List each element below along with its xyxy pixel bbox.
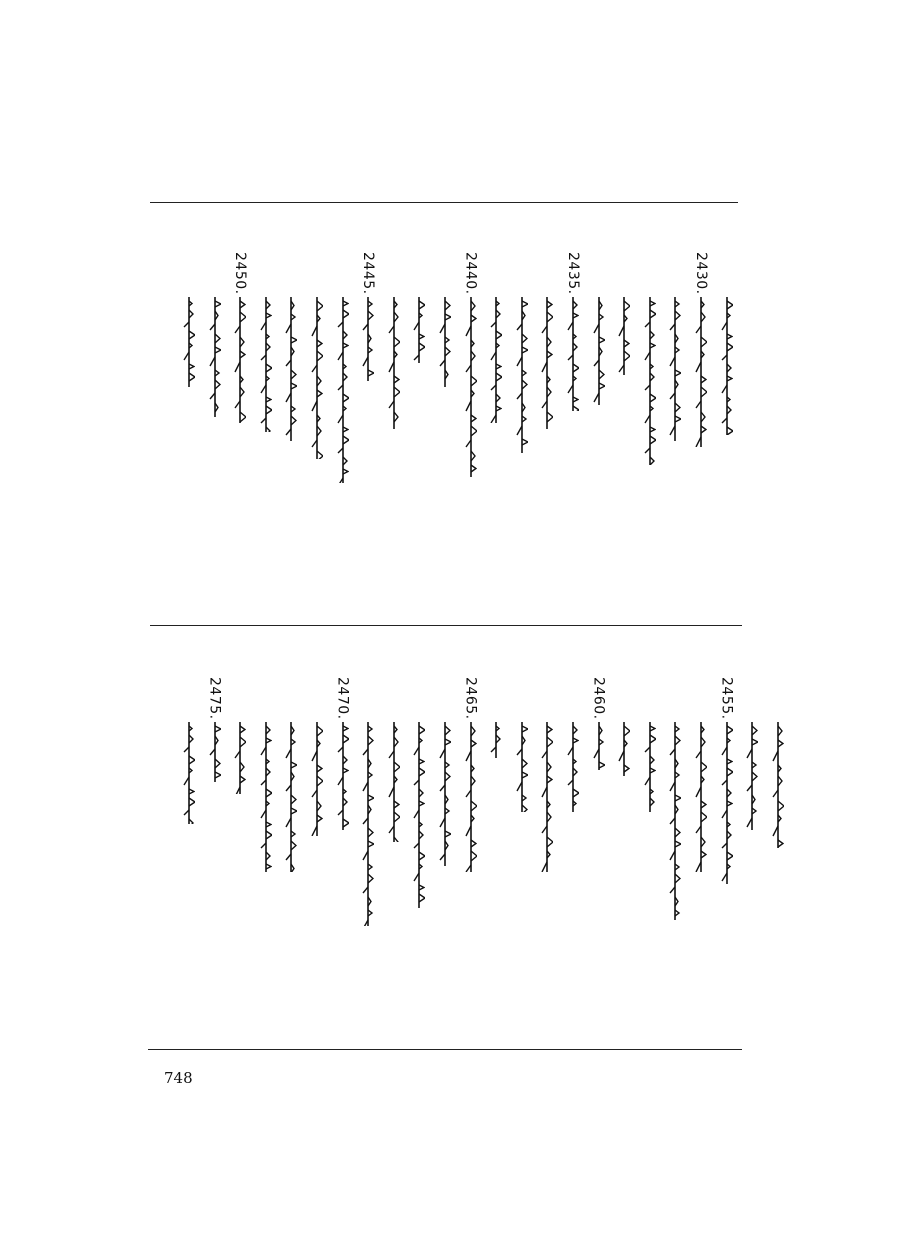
text-column	[432, 225, 458, 615]
bottom-text-panel	[150, 650, 740, 1040]
text-column	[278, 225, 304, 615]
script-line	[362, 297, 374, 381]
script-line	[413, 722, 425, 908]
script-line	[234, 297, 246, 423]
text-column	[483, 225, 509, 615]
text-column	[227, 650, 253, 1040]
script-line	[311, 297, 323, 459]
text-column	[586, 650, 612, 1040]
text-column	[662, 650, 688, 1040]
text-column	[304, 650, 330, 1040]
text-column	[688, 650, 714, 1040]
script-line	[285, 722, 297, 872]
line-number: 2460.	[590, 676, 607, 720]
script-line	[490, 722, 502, 758]
script-line	[721, 297, 733, 435]
text-column	[355, 650, 381, 1040]
script-line	[772, 722, 784, 848]
line-number: 2475.	[206, 676, 223, 720]
script-line	[567, 297, 579, 411]
text-column	[509, 225, 535, 615]
text-column	[278, 650, 304, 1040]
text-column	[406, 225, 432, 615]
middle-divider-rule	[150, 625, 742, 626]
script-line	[669, 297, 681, 441]
script-line	[644, 722, 656, 812]
text-column	[458, 650, 484, 1040]
script-line	[516, 297, 528, 453]
text-column	[739, 650, 765, 1040]
line-number: 2450.	[232, 251, 249, 295]
text-column	[227, 225, 253, 615]
script-line	[541, 297, 553, 429]
page-number: 748	[164, 1069, 193, 1087]
script-line	[311, 722, 323, 836]
text-column	[304, 225, 330, 615]
script-line	[721, 722, 733, 884]
text-column	[534, 650, 560, 1040]
top-divider-rule	[150, 202, 738, 203]
text-column	[330, 225, 356, 615]
text-column	[202, 650, 228, 1040]
script-line	[439, 297, 451, 387]
script-line	[337, 297, 349, 483]
script-line	[260, 722, 272, 872]
text-column	[714, 225, 740, 615]
script-line	[413, 297, 425, 363]
text-column	[355, 225, 381, 615]
script-line	[618, 297, 630, 375]
text-column	[534, 225, 560, 615]
text-column	[611, 650, 637, 1040]
script-line	[541, 722, 553, 872]
text-column	[381, 650, 407, 1040]
bottom-divider-rule	[148, 1049, 742, 1050]
script-line	[362, 722, 374, 926]
line-number: 2465.	[462, 676, 479, 720]
text-column	[560, 225, 586, 615]
text-column	[176, 650, 202, 1040]
script-line	[567, 722, 579, 812]
script-line	[593, 722, 605, 770]
script-line	[285, 297, 297, 441]
text-column	[202, 225, 228, 615]
top-text-panel	[150, 225, 740, 615]
script-line	[209, 297, 221, 417]
text-column	[458, 225, 484, 615]
text-column	[714, 650, 740, 1040]
script-line	[388, 297, 400, 429]
script-line	[490, 297, 502, 423]
text-column	[483, 650, 509, 1040]
line-number: 2445.	[360, 251, 377, 295]
line-number: 2435.	[565, 251, 581, 295]
text-column	[688, 225, 714, 615]
line-number: 2470.	[334, 676, 351, 720]
script-line	[234, 722, 246, 794]
script-line	[695, 722, 707, 872]
script-line	[516, 722, 528, 812]
script-line	[209, 722, 221, 782]
script-line	[465, 297, 477, 477]
script-line	[618, 722, 630, 776]
text-column	[560, 650, 586, 1040]
text-column	[406, 650, 432, 1040]
text-column	[253, 225, 279, 615]
script-line	[439, 722, 451, 866]
text-column	[432, 650, 458, 1040]
text-column	[253, 650, 279, 1040]
script-line	[746, 722, 758, 830]
script-line	[593, 297, 605, 405]
text-column	[611, 225, 637, 615]
text-column	[509, 650, 535, 1040]
script-line	[388, 722, 400, 842]
text-column	[637, 650, 663, 1040]
text-column	[662, 225, 688, 615]
script-line	[260, 297, 272, 432]
text-column	[637, 225, 663, 615]
script-line	[183, 722, 195, 824]
text-column	[765, 650, 791, 1040]
line-number: 2455.	[718, 676, 735, 720]
text-column	[176, 225, 202, 615]
text-column	[586, 225, 612, 615]
script-line	[669, 722, 681, 920]
line-number: 2430.	[693, 251, 709, 295]
script-line	[695, 297, 707, 447]
line-number: 2440.	[462, 251, 479, 295]
text-column	[381, 225, 407, 615]
script-line	[644, 297, 656, 465]
text-column	[330, 650, 356, 1040]
script-line	[465, 722, 477, 872]
script-line	[337, 722, 349, 830]
script-line	[183, 297, 195, 387]
